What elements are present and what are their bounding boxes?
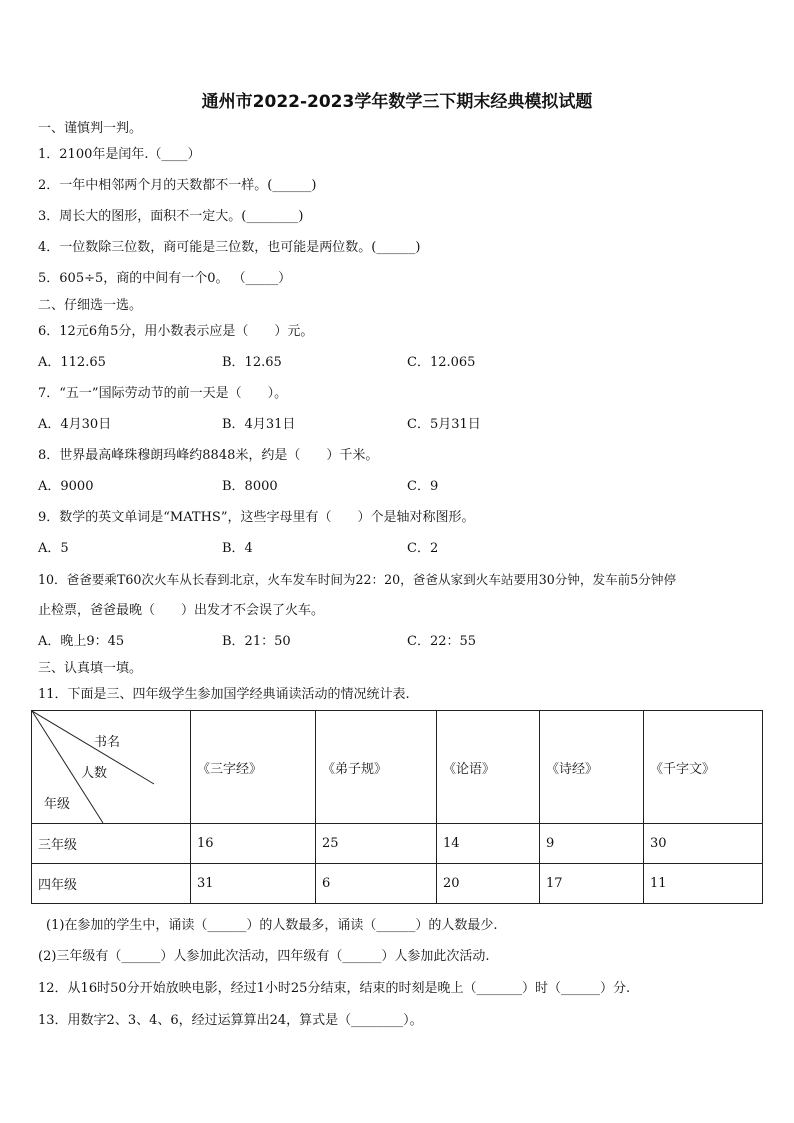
q6-option-c: C．12.065 [407,355,476,370]
q7-option-b: B．4月31日 [222,417,296,432]
row-label: 四年级 [32,864,191,904]
table-cell: 25 [316,824,437,864]
column-header: 《弟子规》 [316,711,437,824]
diagonal-corner-cell [32,711,191,824]
question-7: 7．“五一”国际劳动节的前一天是（ ）。 [38,386,288,401]
corner-label-count: 人数 [81,766,108,781]
question-3: 3．周长大的图形，面积不一定大。(________) [38,209,304,224]
table-cell: 31 [191,864,316,904]
question-11: 11．下面是三、四年级学生参加国学经典诵读活动的情况统计表. [38,687,410,702]
question-11-part-1: (1)在参加的学生中，诵读（______）的人数最多，诵读（______）的人数最少. [46,918,498,933]
q8-option-a: A．9000 [38,479,94,494]
section-1-heading: 一、谨慎判一判。 [38,121,143,136]
q7-option-a: A．4月30日 [38,417,112,432]
question-13: 13．用数字2、3、4、6，经过运算算出24，算式是（________）。 [38,1013,423,1028]
table-cell: 16 [191,824,316,864]
table-cell: 9 [540,824,644,864]
q6-option-b: B．12.65 [222,355,282,370]
question-9: 9．数学的英文单词是“MATHS”，这些字母里有（ ）个是轴对称图形。 [38,510,475,525]
reading-statistics-table [31,710,763,904]
question-2: 2．一年中相邻两个月的天数都不一样。(______) [38,178,317,193]
question-5: 5．605÷5，商的中间有一个0。 （_____） [38,271,292,286]
q6-option-a: A．112.65 [38,355,106,370]
question-10: 10．爸爸要乘T60次火车从长春到北京，火车发车时间为22：20，爸爸从家到火车站要用30分钟，发车前5分钟停 [38,572,677,587]
question-10-line-2: 止检票，爸爸最晚（ ）出发才不会误了火车。 [38,603,325,618]
question-12: 12．从16时50分开始放映电影，经过1小时25分结束，结束的时刻是晚上（_______）时（______）分. [38,981,631,996]
corner-label-book: 书名 [94,735,121,750]
question-6: 6．12元6角5分，用小数表示应是（ ）元。 [38,324,314,339]
table-row [32,864,763,904]
column-header: 《三字经》 [191,711,316,824]
q9-option-c: C．2 [407,541,439,556]
row-label: 三年级 [32,824,191,864]
table-cell: 30 [644,824,763,864]
question-4: 4．一位数除三位数，商可能是三位数，也可能是两位数。(______) [38,240,421,255]
q8-option-c: C．9 [407,479,439,494]
q9-option-a: A．5 [38,541,69,556]
q7-option-c: C．5月31日 [407,417,481,432]
table-row [32,824,763,864]
section-2-heading: 二、仔细选一选。 [38,298,143,313]
table-cell: 6 [316,864,437,904]
corner-label-grade: 年级 [44,797,71,812]
q9-option-b: B．4 [222,541,253,556]
section-3-heading: 三、认真填一填。 [38,661,143,676]
table-cell: 20 [437,864,540,904]
column-header: 《千字文》 [644,711,763,824]
q10-option-a: A．晚上9：45 [38,634,125,649]
column-header: 《论语》 [437,711,540,824]
q8-option-b: B．8000 [222,479,278,494]
question-1: 1．2100年是闰年.（____） [38,147,201,162]
page-title: 通州市2022-2023学年数学三下期末经典模拟试题 [201,92,593,112]
question-8: 8．世界最高峰珠穆朗玛峰约8848米，约是（ ）千米。 [38,448,379,463]
table-header-row [32,711,763,824]
table-cell: 11 [644,864,763,904]
table-cell: 14 [437,824,540,864]
q10-option-c: C．22：55 [407,634,477,649]
question-11-part-2: (2)三年级有（______）人参加此次活动，四年级有（______）人参加此次活动. [38,949,490,964]
column-header: 《诗经》 [540,711,644,824]
table-cell: 17 [540,864,644,904]
q10-option-b: B．21：50 [222,634,291,649]
